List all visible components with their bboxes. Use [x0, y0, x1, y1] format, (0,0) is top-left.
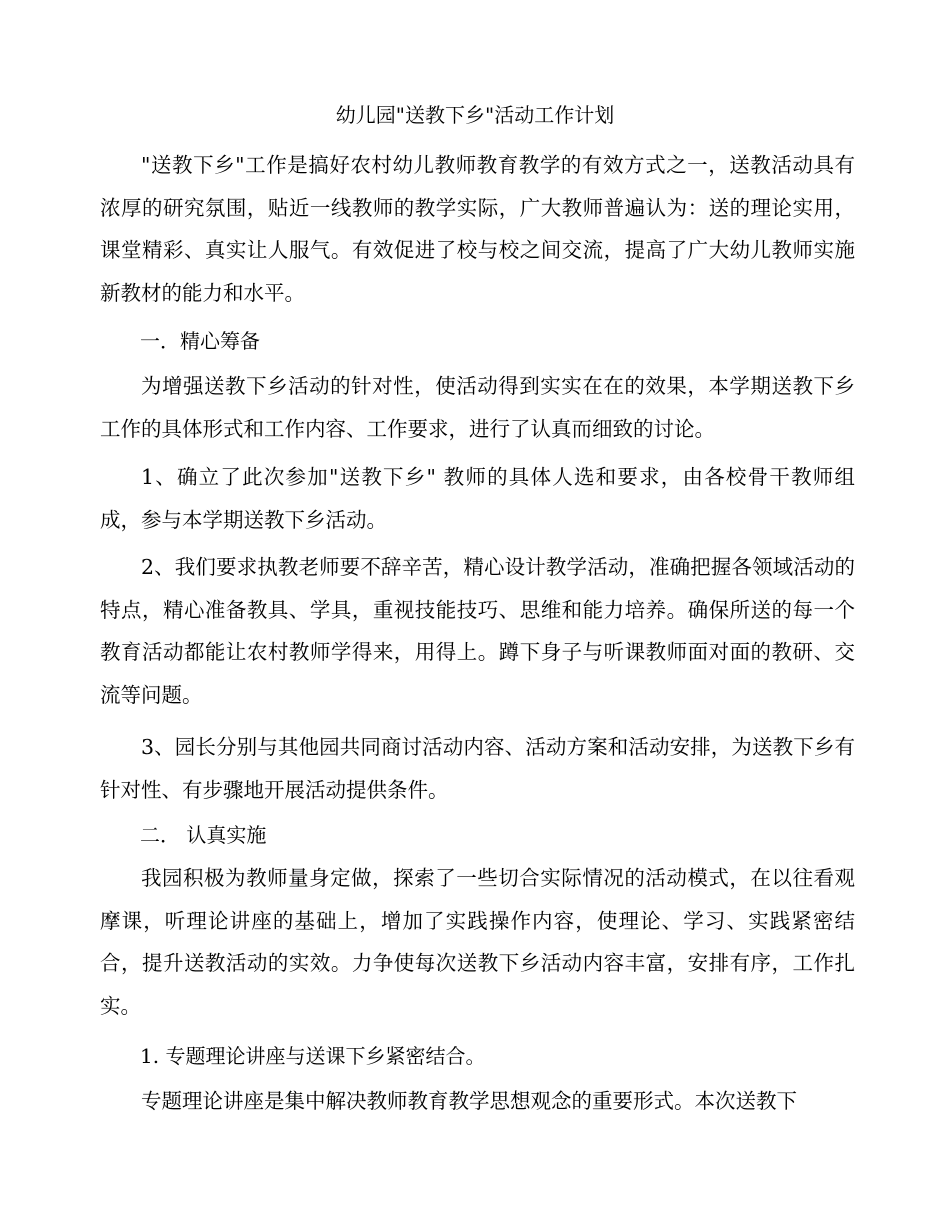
section1-item-1: 1、确立了此次参加"送教下乡" 教师的具体人选和要求，由各校骨干教师组成，参与本学期送教下乡活动。 [100, 465, 855, 532]
section1-item-3: 3、园长分别与其他园共同商讨活动内容、活动方案和活动安排，为送教下乡有针对性、有步骤地开展活动提供条件。 [100, 735, 855, 802]
intro-paragraph: "送教下乡"工作是搞好农村幼儿教师教育教学的有效方式之一，送教活动具有浓厚的研究氛围，贴近一线教师的教学实际，广大教师普遍认为：送的理论实用，课堂精彩、真实让人服气。有效促进了校与校之间交流，提高了广大幼儿教师实施新教材的能力和水平。 [100, 153, 855, 305]
section-heading-implementation: 二． 认真实施 [140, 823, 267, 847]
section1-item-2: 2、我们要求执教老师要不辞辛苦，精心设计教学活动，准确把握各领域活动的特点，精心准备教具、学具，重视技能技巧、思维和能力培养。确保所送的每一个教育活动都能让农村教师学得来，用得上。蹲下身子与听课教师面对面的教研、交流等问题。 [100, 555, 855, 707]
section-heading-preparation: 一．精心筹备 [140, 329, 260, 353]
subsection-heading-lectures: 1. 专题理论讲座与送课下乡紧密结合。 [140, 1044, 486, 1068]
section1-body-paragraph: 为增强送教下乡活动的针对性，使活动得到实实在在的效果，本学期送教下乡工作的具体形式和工作内容、工作要求，进行了认真而细致的讨论。 [100, 374, 855, 441]
section2-body-paragraph: 我园积极为教师量身定做，探索了一些切合实际情况的活动模式，在以往看观摩课，听理论讲座的基础上，增加了实践操作内容，使理论、学习、实践紧密结合，提升送教活动的实效。力争使每次送教下乡活动内容丰富，安排有序，工作扎实。 [100, 866, 855, 1018]
document-title: 幼儿园"送教下乡"活动工作计划 [335, 103, 615, 127]
subsection-body-paragraph: 专题理论讲座是集中解决教师教育教学思想观念的重要形式。本次送教下 [141, 1089, 797, 1113]
